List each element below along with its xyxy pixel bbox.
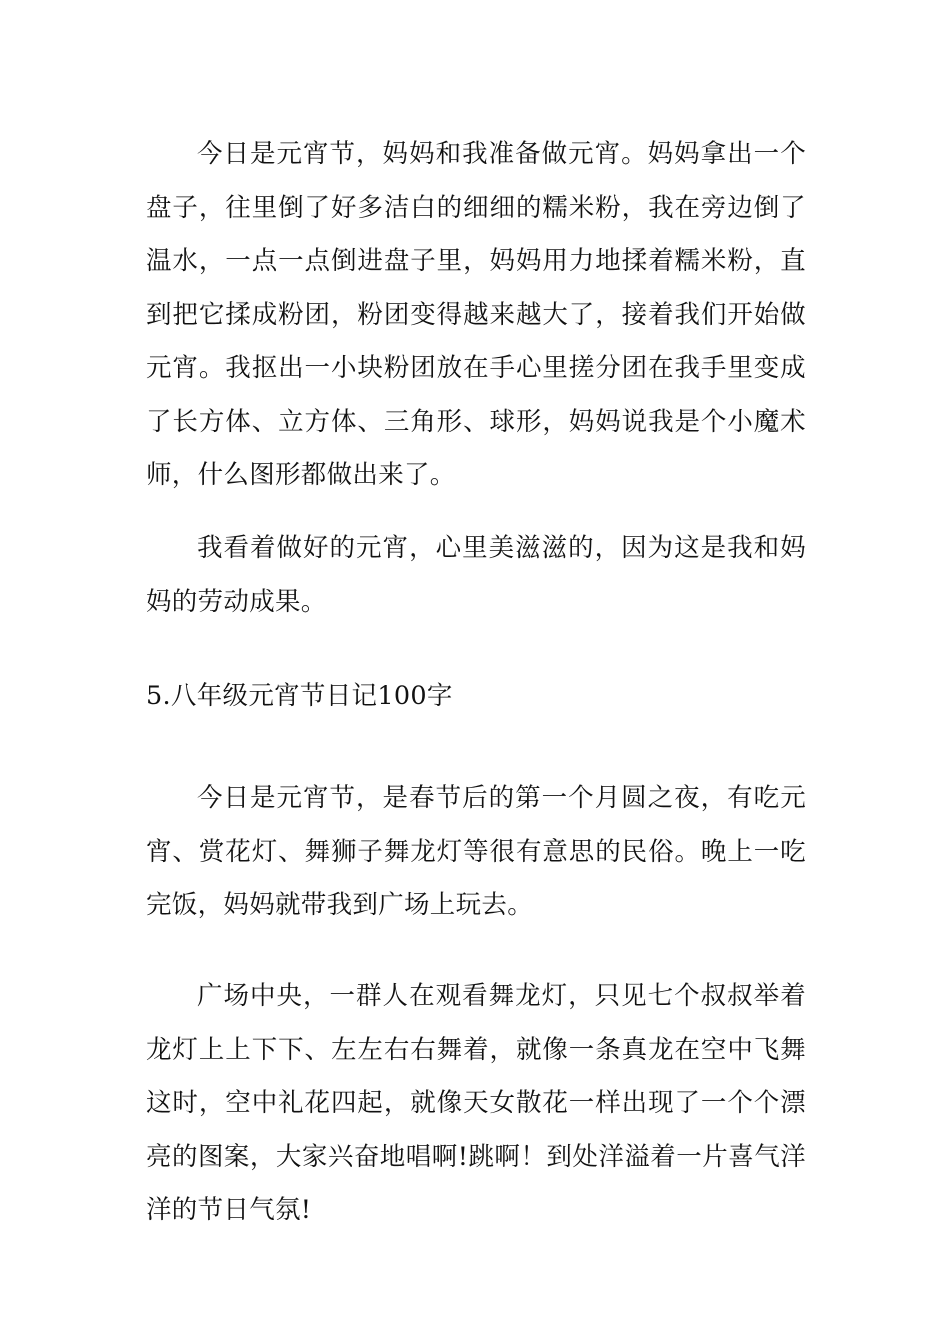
paragraph-lantern-festival-intro: 今日是元宵节，是春节后的第一个月圆之夜，有吃元宵、赏花灯、舞狮子舞龙灯等很有意思的民俗。晚上一吃完饭，妈妈就带我到广场上玩去。 [146, 783, 806, 920]
paragraph-making-yuanxiao: 今日是元宵节，妈妈和我准备做元宵。妈妈拿出一个盘子，往里倒了好多洁白的细细的糯米粉，我在旁边倒了温水，一点一点倒进盘子里，妈妈用力地揉着糯米粉，直到把它揉成粉团，粉团变得越来越大了，接着我们开始做元宵。我抠出一小块粉团放在手心里搓分团在我手里变成了长方体、立方体、三角形、球形，妈妈说我是个小魔术师，什么图形都做出来了。 [146, 139, 806, 490]
section-heading: 5.八年级元宵节日记100字 [146, 681, 453, 711]
paragraph-dragon-dance: 广场中央，一群人在观看舞龙灯，只见七个叔叔举着龙灯上上下下、左左右右舞着，就像一条真龙在空中飞舞这时，空中礼花四起，就像天女散花一样出现了一个个漂亮的图案，大家兴奋地唱啊!跳啊！到处洋溢着一片喜气洋洋的节日气氛! [146, 981, 806, 1225]
paragraph-labor-result: 我看着做好的元宵，心里美滋滋的，因为这是我和妈妈的劳动成果。 [146, 533, 806, 617]
